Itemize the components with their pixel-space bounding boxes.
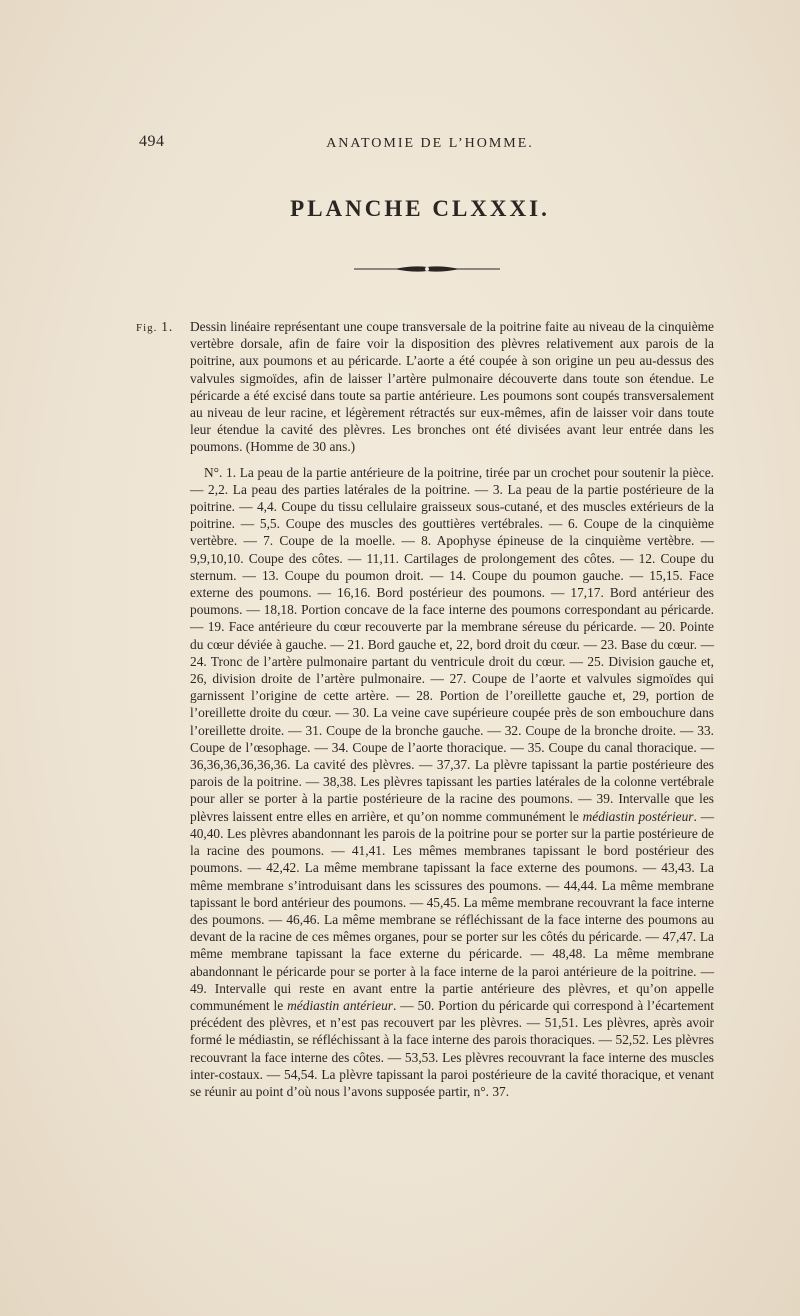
running-head: ANATOMIE DE L’HOMME. bbox=[326, 136, 534, 151]
legend-term-posterior: médiastin postérieur bbox=[582, 808, 694, 824]
figure-number: 1. bbox=[161, 319, 174, 334]
legend-part-2: . — 40,40. Les plèvres abandonnant les parois de la poitrine pour se porter sur la partie postérieure de la racine des poumons. — 41,41. Les mêmes membranes tapissant le bord postérieur des poumons. — 42,42. La même membrane tapissant la face externe des poumons. — 43,43. La même membrane s’introduisant dans les scissures des poumons. — 44,44. La même membrane tapissant le bord antérieur des poumons. — 45,45. La même membrane recouvrant la face interne des poumons. — 46,46. La même membrane se réfléchissant de la face interne des poumons au devant de la racine de ces mêmes organes, pour se porter sur les côtés du péricarde. — 47,47. La même membrane tapissant la face externe du péricarde. — 48,48. La même membrane abandonnant le péricarde pour se porter à la face interne de la paroi antérieure de la poitrine. — 49. Intervalle qui reste en avant entre la partie antérieure des plèvres, et qu’on appelle communément le bbox=[190, 808, 715, 1013]
figure-legend bbox=[190, 464, 714, 1101]
figure-label bbox=[136, 318, 190, 337]
legend-part-1: N°. 1. La peau de la partie antérieure de la poitrine, tirée par un crochet pour soutenir la pièce. — 2,2. La peau des parties latérales de la poitrine. — 3. La peau de la partie postérieure de la poitrine. — 4,4. Coupe du tissu cellulaire graisseux sous-cutané, et des muscles extérieurs de la poitrine. — 5,5. Coupe des muscles des gouttières vertébrales. — 6. Coupe de la cinquième vertèbre. — 7. Coupe de la moelle. — 8. Apophyse épineuse de la cinquième vertèbre. — 9,9,10,10. Coupe des côtes. — 11,11. Cartilages de prolongement des côtes. — 12. Coupe du sternum. — 13. Coupe du poumon droit. — 14. Coupe du poumon gauche. — 15,15. Face externe des poumons. — 16,16. Bord postérieur des poumons. — 17,17. Bord antérieur des poumons. — 18,18. Portion concave de la face interne des poumons correspondant au péricarde. — 19. Face antérieure du cœur recouverte par la membrane séreuse du péricarde. — 20. Pointe du cœur déviée à gauche. — 21. Bord gauche et, 22, bord droit du cœur. — 23. Base du cœur. — 24. Tronc de l’artère pulmonaire partant du ventricule droit du cœur. — 25. Division gauche et, 26, division droite de l’artère pulmonaire. — 27. Coupe de l’aorte et valvules sigmoïdes qui garnissent l’origine de cette artère. — 28. Portion de l’oreillette gauche et, 29, portion de l’oreillette droite du cœur. — 30. La veine cave supérieure coupée près de son embouchure dans l’oreillette droite. — 31. Coupe de la bronche gauche. — 32. Coupe de la bronche droite. — 33. Coupe de l’œsophage. — 34. Coupe de l’aorte thoracique. — 35. Coupe du canal thoracique. — 36,36,36,36,36,36. La cavité des plèvres. — 37,37. La plèvre tapissant la partie postérieure des parois de la poitrine. — 38,38. Les plèvres tapissant les parties latérales de la colonne vertébrale pour aller se porter à la partie postérieure de la racine des poumons. — 39. Intervalle que les plèvres laissent entre elles en arrière, et qu’on nomme communément le bbox=[190, 464, 714, 824]
legend-part-3: . — 50. Portion du péricarde qui correspond à l’écartement précédent des plèvres, et n’est pas recouvert par les plèvres. — 51,51. Les plèvres, après avoir formé le médiastin, se réfléchissant à la face interne des parois thoraciques. — 52,52. Les plèvres recouvrant la face interne des côtes. — 53,53. Les plèvres recouvrant la face interne des muscles inter-costaux. — 54,54. La plèvre tapissant la paroi postérieure de la cavité thoracique, et venant se réunir au point d’où nous l’avons supposée partir, n°. 37. bbox=[190, 997, 715, 1099]
figure-text-block bbox=[136, 318, 714, 1100]
ornament-rule-icon bbox=[354, 262, 500, 276]
page-number: 494 bbox=[139, 133, 165, 150]
plate-title: PLANCHE CLXXXI. bbox=[290, 196, 550, 221]
figure-label-text: Fig. bbox=[136, 322, 158, 334]
legend-term-anterior: médiastin antérieur bbox=[287, 997, 393, 1013]
figure-description: Dessin linéaire représentant une coupe transversale de la poitrine faite au niveau de la cinquième vertèbre dorsale, afin de faire voir la disposition des plèvres relativement aux parois de la poitrine, aux poumons et au péricarde. L’aorte a été coupée à son origine un peu au-dessus des valvules sigmoïdes, afin de laisser l’artère pulmonaire découverte dans toute son étendue. Le péricarde a été excisé dans toute sa partie antérieure. Les poumons sont coupés transversalement au niveau de leur racine, et légèrement rétractés sur eux-mêmes, afin de laisser voir dans toute leur étendue la cavité des plèvres. Les bronches ont été divisées avant leur entrée dans les poumons. (Homme de 30 ans.) bbox=[190, 319, 714, 455]
